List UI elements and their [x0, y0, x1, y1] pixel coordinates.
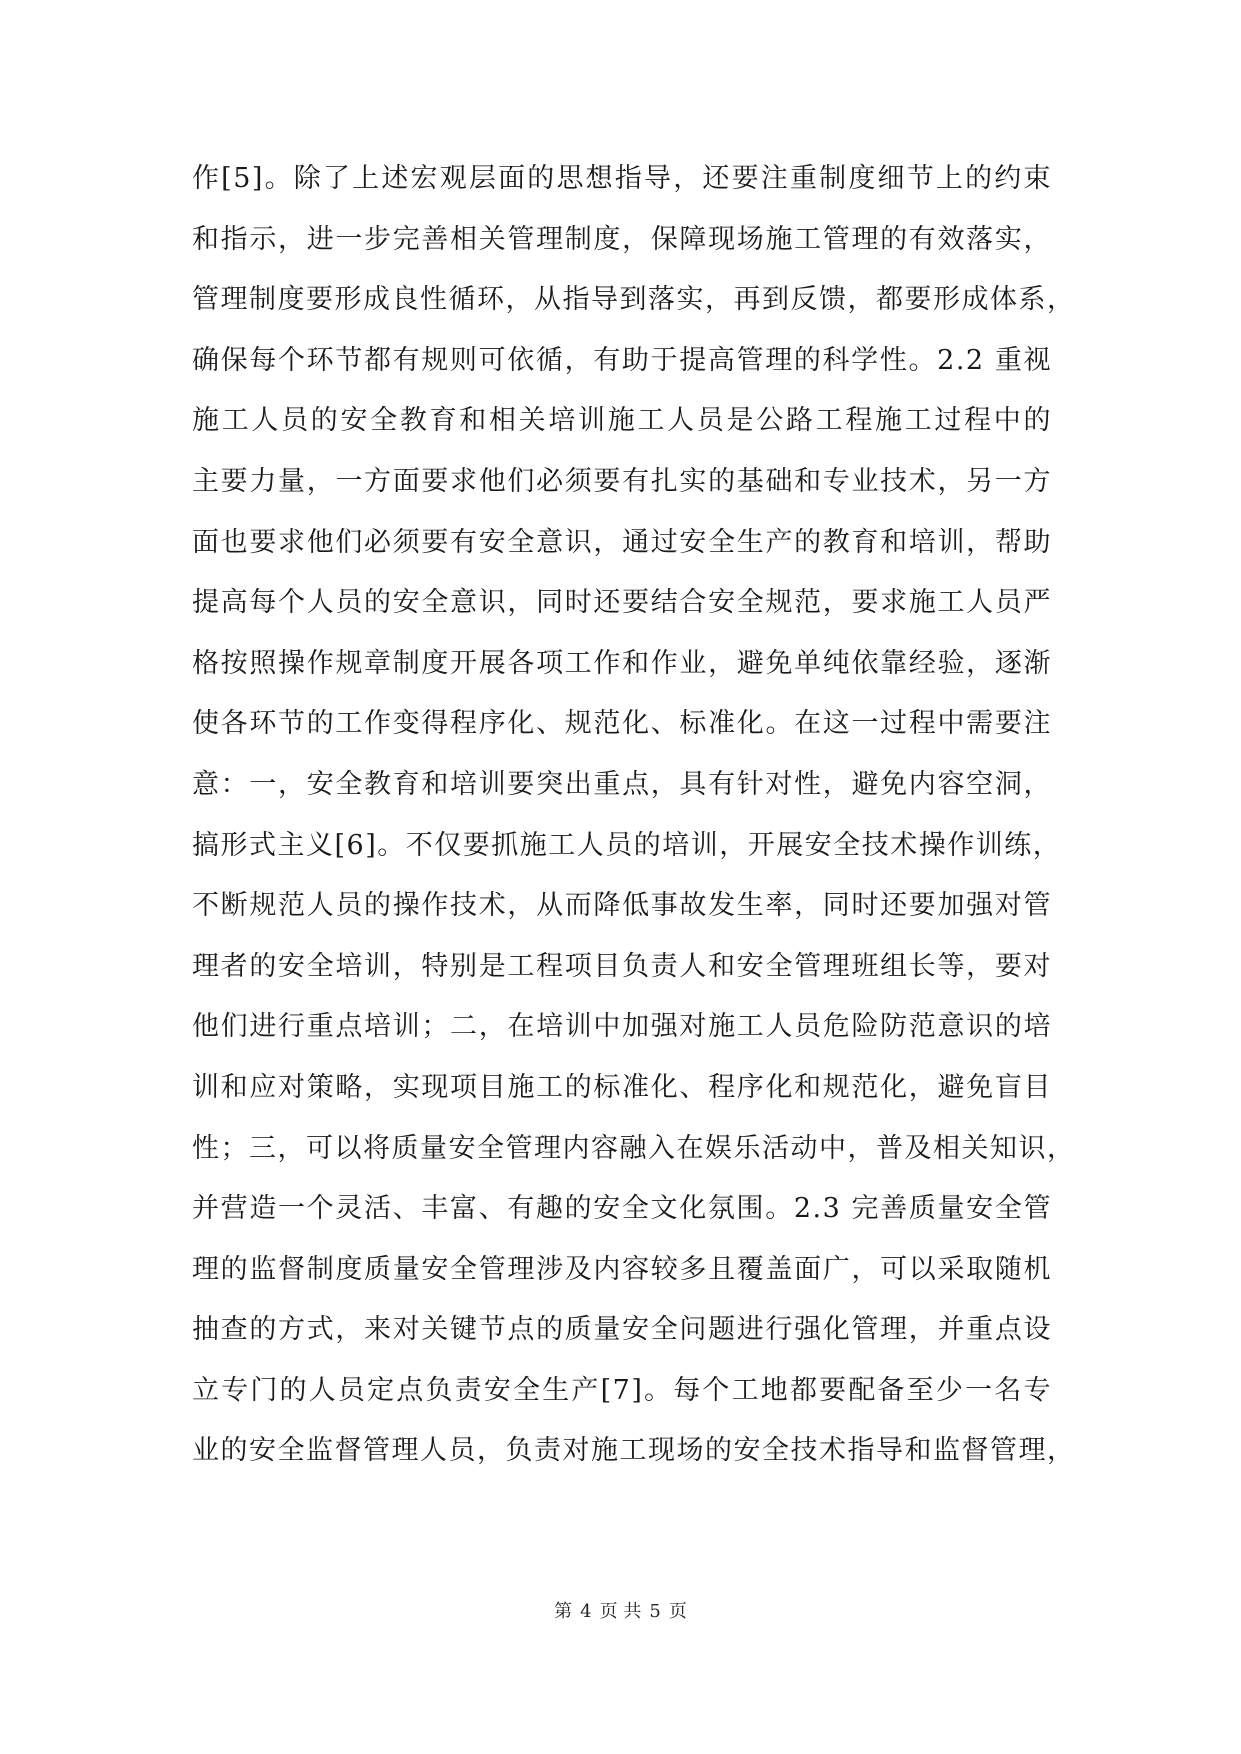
text-line: 搞形式主义[6]。不仅要抓施工人员的培训，开展安全技术操作训练， [192, 829, 1062, 861]
text-line: 立专门的人员定点负责安全生产[7]。每个工地都要配备至少一名专 [192, 1374, 1052, 1406]
text-line: 性；三，可以将质量安全管理内容融入在娱乐活动中，普及相关知识， [192, 1132, 1076, 1164]
text-line: 使各环节的工作变得程序化、规范化、标准化。在这一过程中需要注 [192, 708, 1052, 740]
footer-suffix: 页 [668, 1601, 687, 1622]
text-line: 他们进行重点培训；二，在培训中加强对施工人员危险防范意识的培 [192, 1011, 1052, 1043]
text-line: 作[5]。除了上述宏观层面的思想指导，还要注重制度细节上的约束 [192, 163, 1052, 194]
text-line: 面也要求他们必须要有安全意识，通过安全生产的教育和培训，帮助 [192, 526, 1052, 558]
text-line: 和指示，进一步完善相关管理制度，保障现场施工管理的有效落实， [192, 223, 1052, 255]
text-line: 提高每个人员的安全意识，同时还要结合安全规范，要求施工人员严 [192, 587, 1052, 619]
text-line: 不断规范人员的操作技术，从而降低事故发生率，同时还要加强对管 [192, 890, 1052, 922]
text-line: 格按照操作规章制度开展各项工作和作业，避免单纯依靠经验，逐渐 [192, 647, 1052, 679]
text-line: 意：一，安全教育和培训要突出重点，具有针对性，避免内容空洞， [192, 768, 1052, 800]
text-line: 确保每个环节都有规则可依循，有助于提高管理的科学性。2.2 重视 [192, 344, 1052, 376]
text-line: 施工人员的安全教育和相关培训施工人员是公路工程施工过程中的 [192, 405, 1052, 437]
text-line: 主要力量，一方面要求他们必须要有扎实的基础和专业技术，另一方 [192, 465, 1052, 497]
footer-current-page: 4 [580, 1601, 592, 1622]
text-line: 理者的安全培训，特别是工程项目负责人和安全管理班组长等，要对 [192, 950, 1052, 982]
text-line: 抽查的方式，来对关键节点的质量安全问题进行强化管理，并重点设 [192, 1314, 1052, 1346]
text-line: 并营造一个灵活、丰富、有趣的安全文化氛围。2.3 完善质量安全管 [192, 1193, 1052, 1225]
body-text [192, 162, 1076, 1495]
page-footer [0, 1601, 1241, 1623]
text-line: 训和应对策略，实现项目施工的标准化、程序化和规范化，避免盲目 [192, 1071, 1052, 1103]
footer-middle: 页 共 [599, 1601, 642, 1622]
text-line: 业的安全监督管理人员，负责对施工现场的安全技术指导和监督管理， [192, 1435, 1076, 1467]
footer-prefix: 第 [554, 1601, 573, 1622]
footer-total-pages: 5 [649, 1601, 661, 1622]
text-line: 管理制度要形成良性循环，从指导到落实，再到反馈，都要形成体系， [192, 284, 1076, 316]
text-line: 理的监督制度质量安全管理涉及内容较多且覆盖面广，可以采取随机 [192, 1253, 1052, 1285]
